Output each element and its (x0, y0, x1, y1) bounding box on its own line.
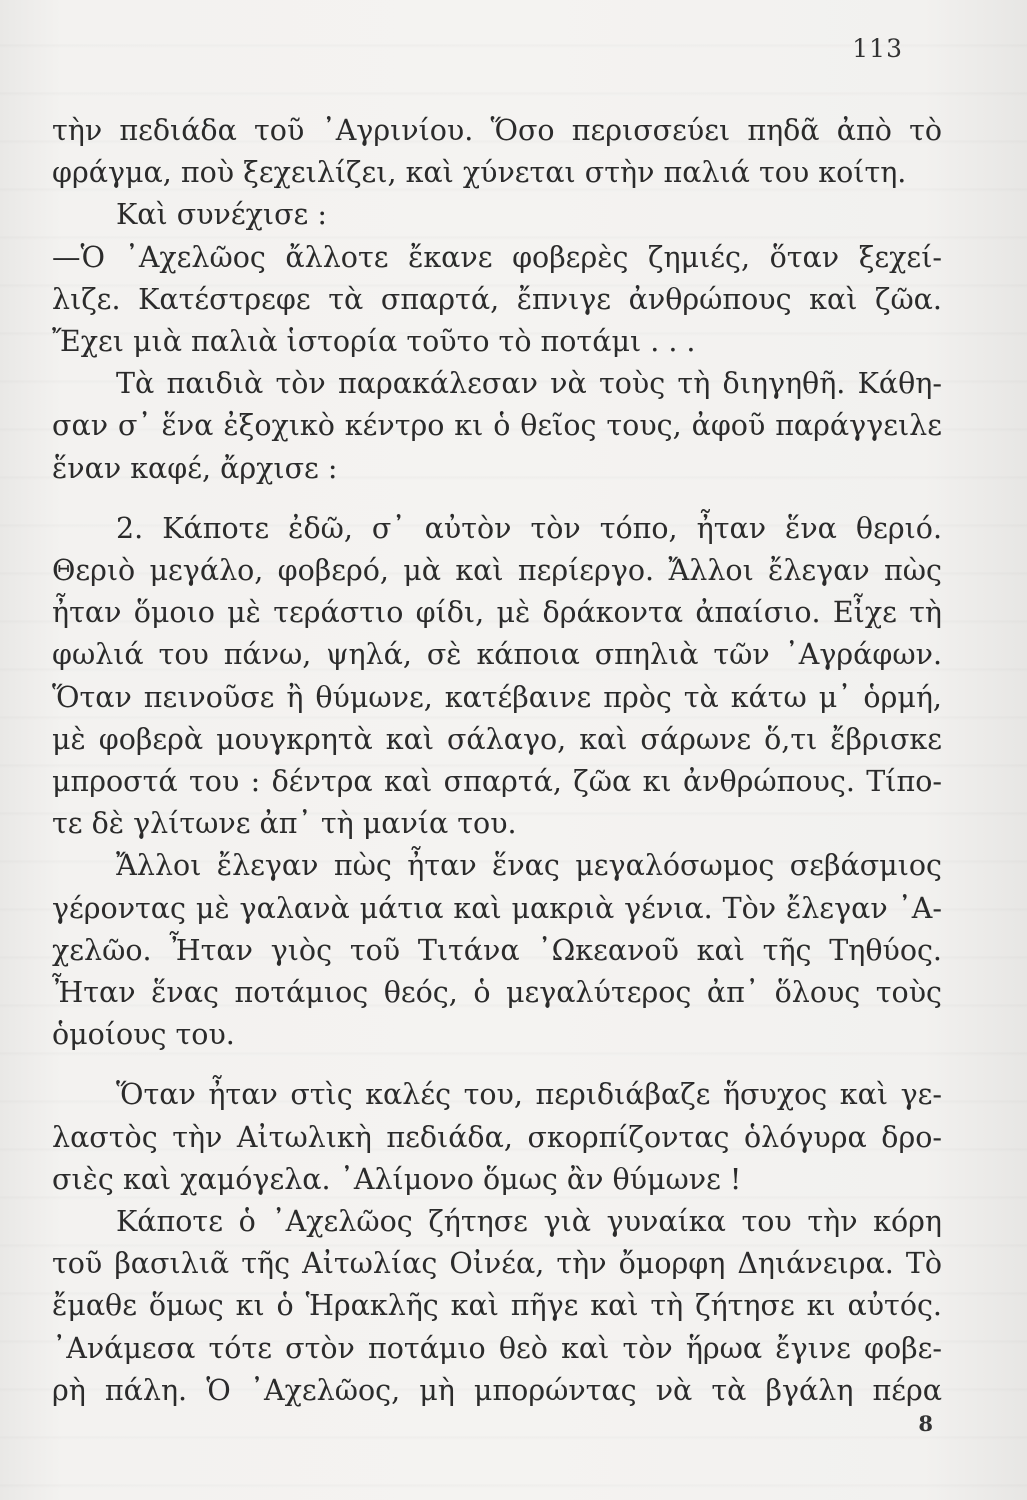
body-text (52, 110, 942, 1412)
text-line: —Ὁ ᾿Αχελῶος ἄλλοτε ἔκανε φοβερὲς ζημιές, ὅταν ξεχεί- (52, 240, 942, 274)
text-line: ὁμοίους του. (52, 1018, 235, 1052)
text-line: σιὲς καὶ χαμόγελα. ᾿Αλίμονο ὅμως ἂν θύμωνε ! (52, 1162, 742, 1196)
section-gap (52, 1056, 942, 1074)
page-number: 113 (852, 34, 903, 63)
text-line: τὴν πεδιάδα τοῦ ᾿Αγρινίου. Ὅσο περισσεύει πηδᾶ ἀπὸ τὸ (52, 114, 942, 147)
text-line: ἔμαθε ὅμως κι ὁ Ἡρακλῆς καὶ πῆγε καὶ τὴ ζήτησε κι αὐτός. (52, 1289, 942, 1323)
text-line: λιζε. Κατέστρεφε τὰ σπαρτά, ἔπνιγε ἀνθρώπους καὶ ζῶα. (52, 282, 942, 316)
text-line: Τὰ παιδιὰ τὸν παρακάλεσαν νὰ τοὺς τὴ διηγηθῆ. Κάθη- (116, 367, 942, 401)
text-line: τοῦ βασιλιᾶ τῆς Αἰτωλίας Οἰνέα, τὴν ὄμορφη Δηιάνειρα. Τὸ (52, 1247, 942, 1281)
text-line: Ὅταν ἦταν στὶς καλές του, περιδιάβαζε ἥσυχος καὶ γε- (116, 1078, 942, 1112)
text-line: μπροστά του : δέντρα καὶ σπαρτά, ζῶα κι ἀνθρώπους. Τίπο- (52, 765, 942, 799)
text-line: ἕναν καφέ, ἄρχισε : (52, 451, 338, 485)
text-line: Ὅταν πεινοῦσε ἢ θύμωνε, κατέβαινε πρὸς τὰ κάτω μ᾿ ὁρμή, (52, 680, 942, 714)
text-line: τε δὲ γλίτωνε ἀπ᾿ τὴ μανία του. (52, 807, 517, 841)
text-line: ρὴ πάλη. Ὁ ᾿Αχελῶος, μὴ μπορώντας νὰ τὰ βγάλη πέρα (52, 1373, 942, 1407)
text-line: Καὶ συνέχισε : (116, 198, 327, 232)
text-line: Ἔχει μιὰ παλιὰ ἱστορία τοῦτο τὸ ποτάμι . . . (52, 325, 696, 359)
text-line: μὲ φοβερὰ μουγκρητὰ καὶ σάλαγο, καὶ σάρωνε ὅ,τι ἔβρισκε (52, 722, 942, 756)
text-line: σαν σ᾿ ἕνα ἐξοχικὸ κέντρο κι ὁ θεῖος τους, ἀφοῦ παράγγειλε (52, 409, 942, 443)
text-line: Ἄλλοι ἔλεγαν πὼς ἦταν ἕνας μεγαλόσωμος σεβάσμιος (116, 849, 942, 883)
text-line: ἦταν ὅμοιο μὲ τεράστιο φίδι, μὲ δράκοντα ἀπαίσιο. Εἶχε τὴ (52, 596, 942, 630)
text-line: φράγμα, ποὺ ξεχειλίζει, καὶ χύνεται στὴν παλιά του κοίτη. (52, 156, 907, 190)
section-gap (52, 490, 942, 508)
text-line: 2. Κάποτε ἐδῶ, σ᾿ αὐτὸν τὸν τόπο, ἦταν ἕνα θεριό. (116, 511, 942, 545)
text-line: ᾿Ανάμεσα τότε στὸν ποτάμιο θεὸ καὶ τὸν ἥρωα ἔγινε φοβε- (52, 1331, 942, 1365)
text-line: Θεριὸ μεγάλο, φοβερό, μὰ καὶ περίεργο. Ἄλλοι ἔλεγαν πὼς (52, 554, 942, 588)
text-line: χελῶο. Ἦταν γιὸς τοῦ Τιτάνα ᾿Ωκεανοῦ καὶ τῆς Τηθύος. (52, 933, 942, 967)
text-line: Ἦταν ἕνας ποτάμιος θεός, ὁ μεγαλύτερος ἀπ᾿ ὅλους τοὺς (52, 976, 942, 1010)
printer-signature-mark: 8 (918, 1411, 933, 1436)
text-line: γέροντας μὲ γαλανὰ μάτια καὶ μακριὰ γένια. Τὸν ἔλεγαν ᾿Α- (52, 891, 942, 925)
text-line: Κάποτε ὁ ᾿Αχελῶος ζήτησε γιὰ γυναίκα του τὴν κόρη (116, 1205, 942, 1239)
text-line: λαστὸς τὴν Αἰτωλικὴ πεδιάδα, σκορπίζοντας ὁλόγυρα δρο- (52, 1120, 942, 1154)
text-line: φωλιά του πάνω, ψηλά, σὲ κάποια σπηλιὰ τῶν ᾿Αγράφων. (52, 638, 942, 672)
